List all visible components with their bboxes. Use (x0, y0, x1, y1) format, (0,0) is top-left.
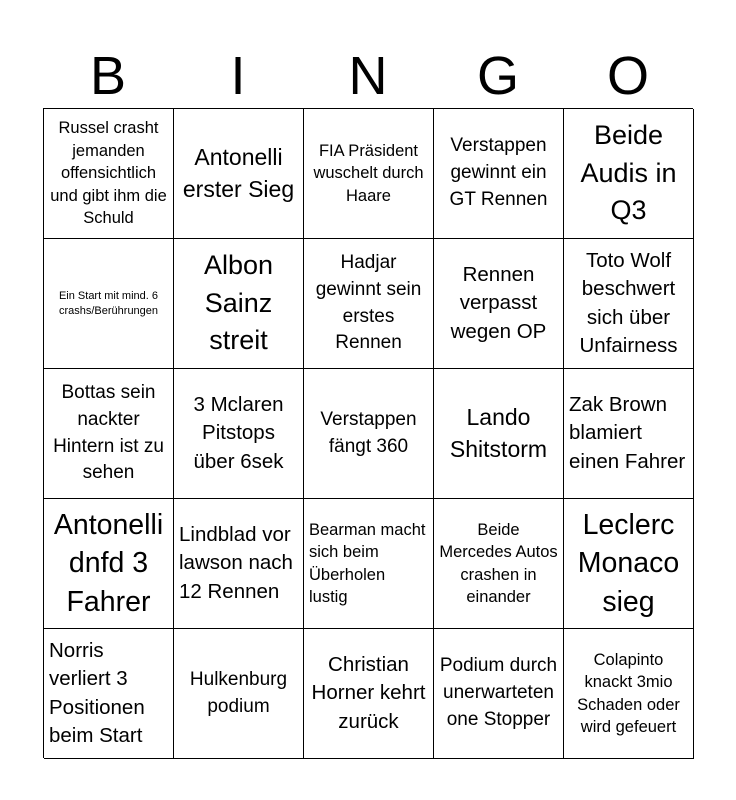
bingo-grid (43, 108, 693, 758)
header-letter-g: G (476, 46, 519, 106)
bingo-cell[interactable]: Norris verliert 3 Positionen beim Start (44, 629, 174, 759)
bingo-cell[interactable]: 3 Mclaren Pitstops über 6sek (174, 369, 304, 499)
bingo-cell[interactable]: Lando Shitstorm (434, 369, 564, 499)
header-letter-i: I (230, 46, 246, 106)
bingo-cell[interactable]: Verstappen fängt 360 (304, 369, 434, 499)
bingo-cell[interactable]: Christian Horner kehrt zurück (304, 629, 434, 759)
bingo-cell[interactable]: Zak Brown blamiert einen Fahrer (564, 369, 694, 499)
bingo-cell[interactable]: Lindblad vor lawson nach 12 Rennen (174, 499, 304, 629)
bingo-cell[interactable]: Hadjar gewinnt sein erstes Rennen (304, 239, 434, 369)
bingo-cell[interactable]: Antonelli dnfd 3 Fahrer (44, 499, 174, 629)
bingo-cell[interactable]: Russel crasht jemanden offensichtlich und gibt ihm die Schuld (44, 109, 174, 239)
bingo-cell[interactable]: Leclerc Monaco sieg (564, 499, 694, 629)
header-letter-o: O (606, 46, 649, 106)
bingo-header (43, 44, 693, 108)
bingo-cell[interactable]: Hulkenburg podium (174, 629, 304, 759)
bingo-cell[interactable]: Verstappen gewinnt ein GT Rennen (434, 109, 564, 239)
bingo-cell[interactable]: Rennen verpasst wegen OP (434, 239, 564, 369)
bingo-cell[interactable]: Bottas sein nackter Hintern ist zu sehen (44, 369, 174, 499)
bingo-cell[interactable]: Beide Mercedes Autos crashen in einander (434, 499, 564, 629)
bingo-cell[interactable]: Bearman macht sich beim Überholen lustig (304, 499, 434, 629)
bingo-cell[interactable]: Albon Sainz streit (174, 239, 304, 369)
bingo-cell[interactable]: Podium durch unerwarteten one Stopper (434, 629, 564, 759)
header-letter-b: B (89, 46, 127, 106)
bingo-cell[interactable]: Ein Start mit mind. 6 crashs/Berührungen (44, 239, 174, 369)
bingo-cell[interactable]: Colapinto knackt 3mio Schaden oder wird gefeuert (564, 629, 694, 759)
bingo-cell[interactable]: Beide Audis in Q3 (564, 109, 694, 239)
header-letter-n: N (348, 46, 388, 106)
bingo-cell[interactable]: Antonelli erster Sieg (174, 109, 304, 239)
bingo-cell[interactable]: FIA Präsident wuschelt durch Haare (304, 109, 434, 239)
bingo-cell[interactable]: Toto Wolf beschwert sich über Unfairness (564, 239, 694, 369)
